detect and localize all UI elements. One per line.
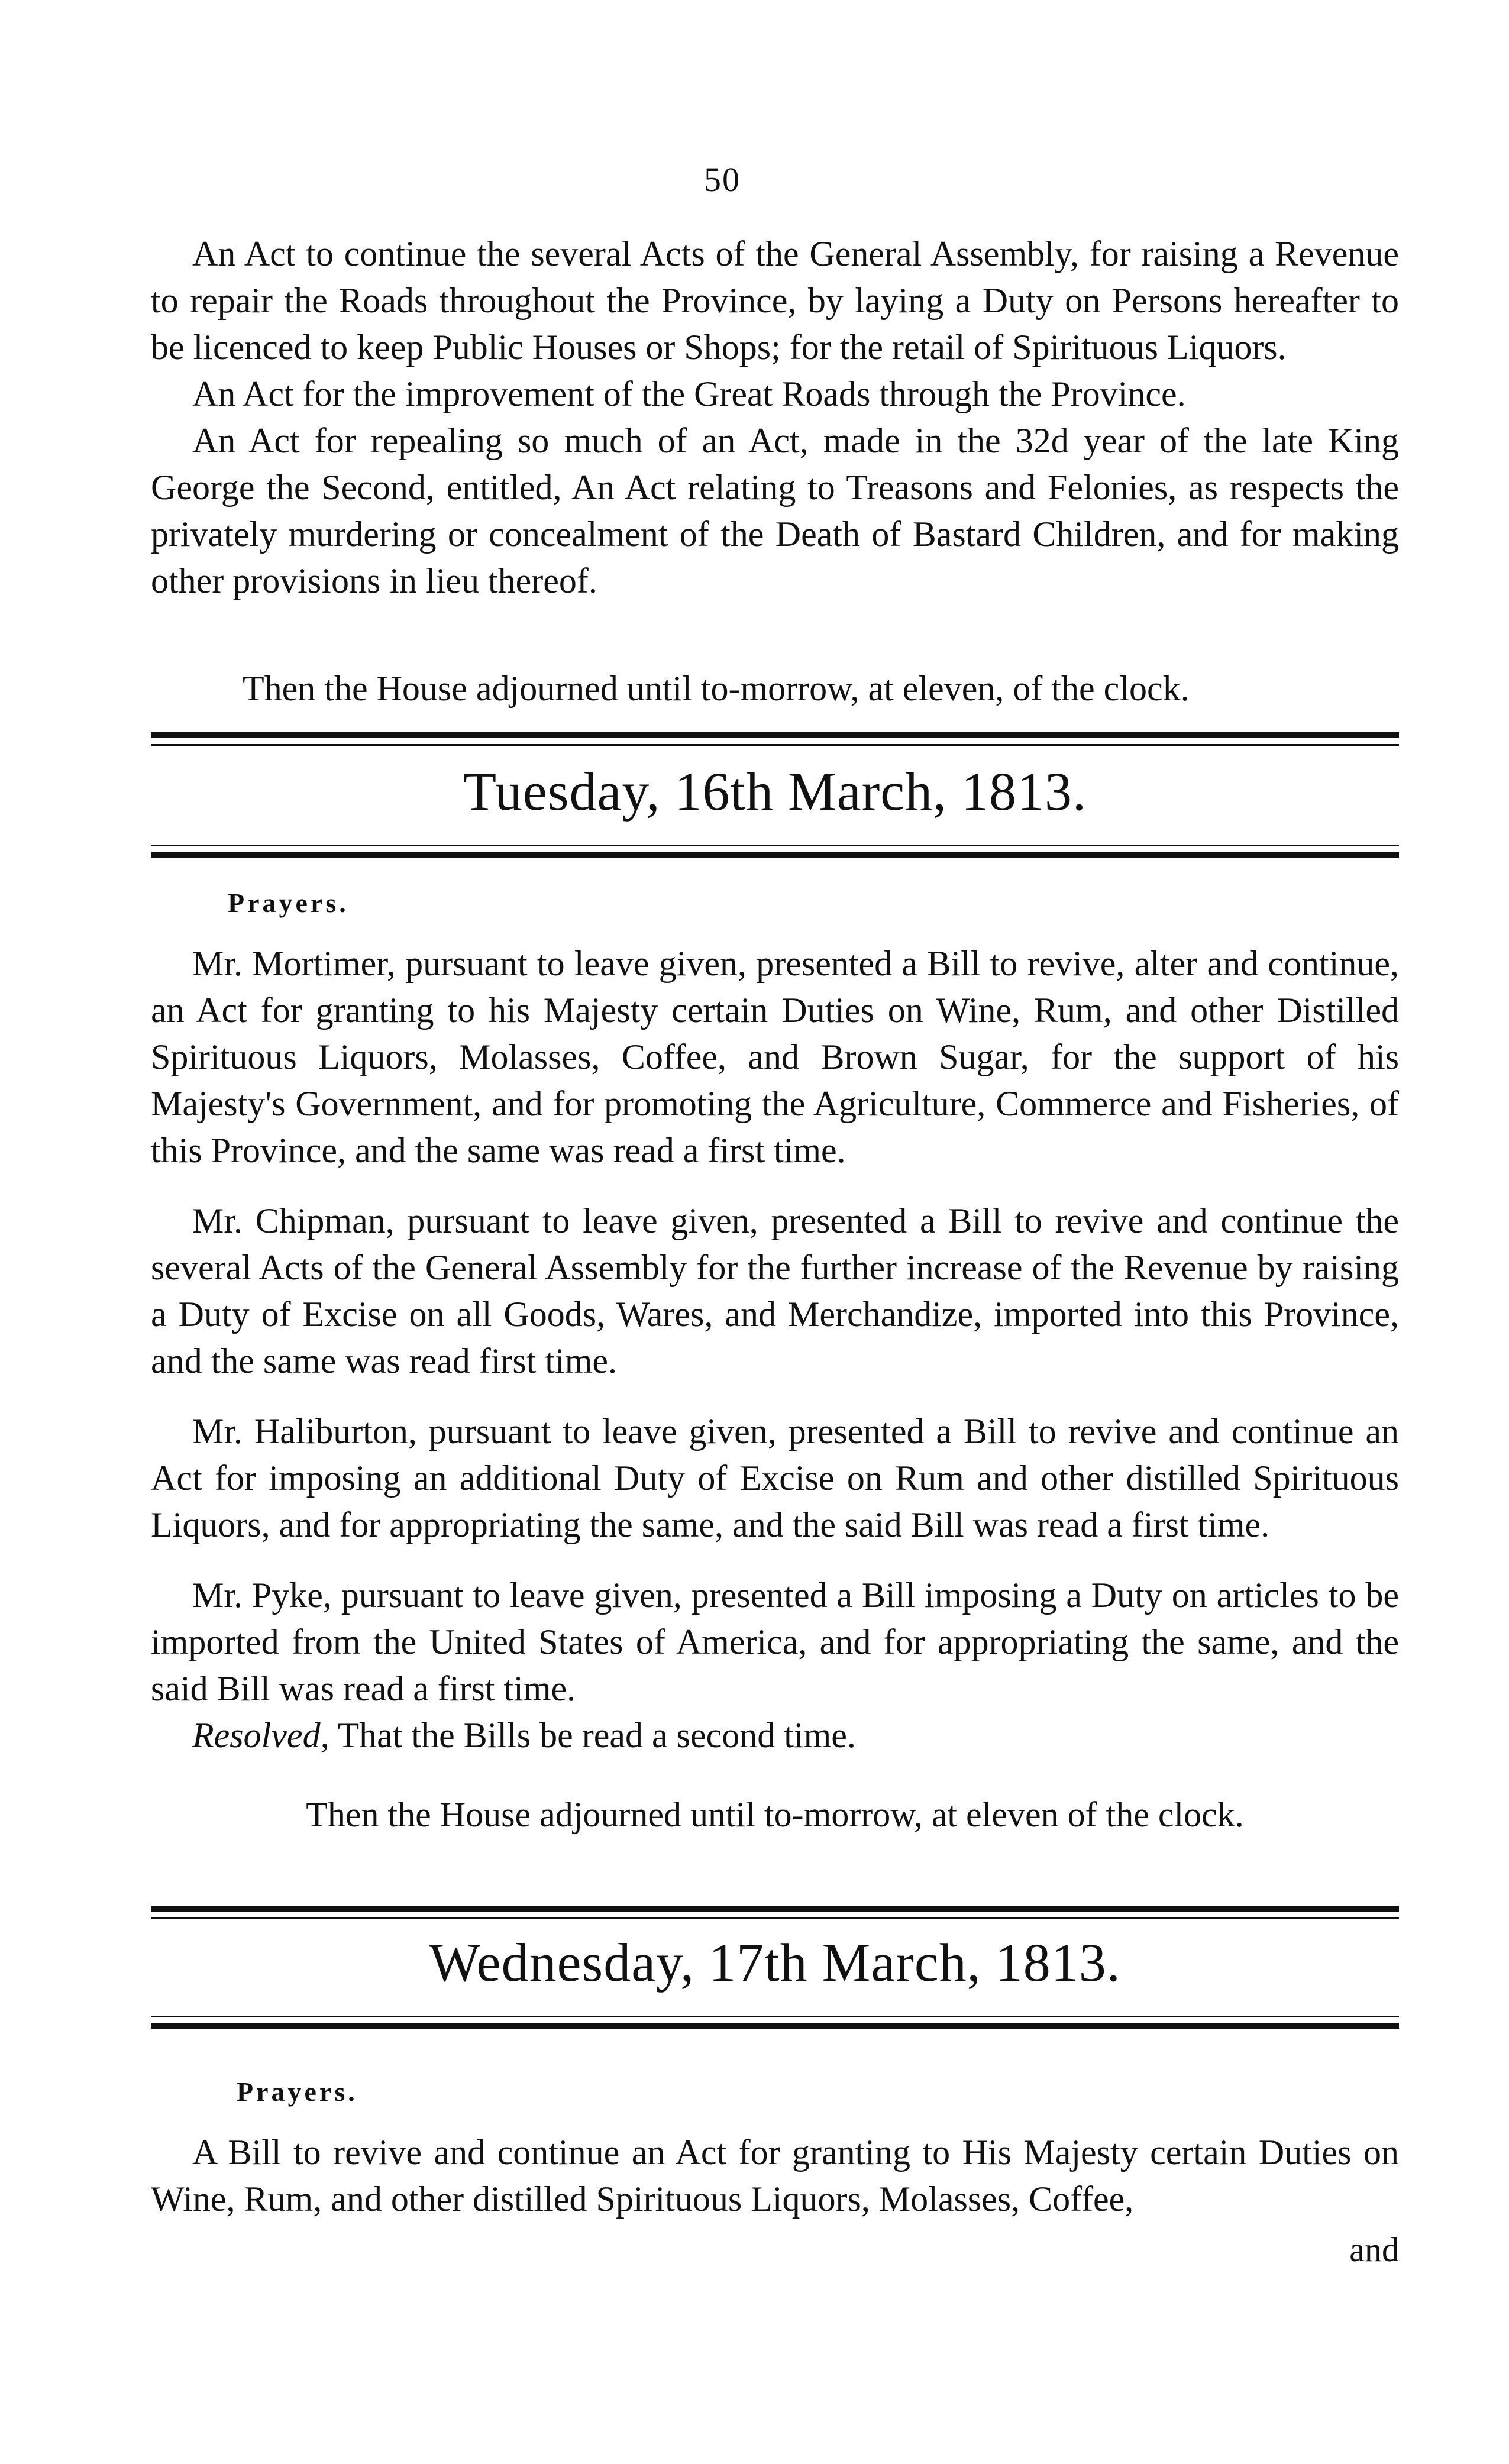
tuesday-proceedings — [151, 940, 1399, 1838]
section-rule — [151, 2023, 1399, 2029]
catchword: and — [1349, 2230, 1399, 2269]
bill-paragraph: Mr. Mortimer, pursuant to leave given, presented a Bill to revive, alter and continue, an Act for granting to his Majesty certain Duties on Wine, Rum, and other Distilled Spirituous Liquors, Molasses, Coffee, and Brown Sugar, for the support of his Majesty's Government, and for promoting the Agriculture, Commerce and Fisheries, of this Province, and the same was read a first time. — [151, 944, 1399, 1170]
section-rule — [151, 1917, 1399, 1919]
bill-paragraph: Mr. Chipman, pursuant to leave given, presented a Bill to revive and continue the several Acts of the General Assembly for the further increase of the Revenue by raising a Duty of Excise on all Goods, Wares, and Merchandize, imported into this Province, and the same was read first time. — [151, 1201, 1399, 1380]
adjournment-text: Then the House adjourned until to-morrow, at eleven of the clock. — [306, 1795, 1244, 1834]
section-rule — [151, 845, 1399, 846]
bill-paragraph: A Bill to revive and continue an Act for granting to His Majesty certain Duties on Wine, Rum, and other distilled Spirituous Liquors, Molasses, Coffee, — [151, 2133, 1399, 2219]
section-rule — [151, 852, 1399, 858]
section-rule — [151, 744, 1399, 746]
act-paragraph — [151, 231, 1399, 371]
wednesday-proceedings — [151, 2129, 1399, 2223]
prayers-label: Prayers. — [237, 2077, 358, 2107]
bill-paragraph: Mr. Pyke, pursuant to leave given, presented a Bill imposing a Duty on articles to be imported from the United States of America, and for appropriating the same, and the said Bill was read a first time. — [151, 1576, 1399, 1708]
act-paragraph — [151, 418, 1399, 604]
section-rule — [151, 2016, 1399, 2017]
adjournment-text: Then the House adjourned until to-morrow, at eleven, of the clock. — [243, 669, 1190, 708]
act-paragraph — [151, 371, 1399, 418]
date-heading-tuesday: Tuesday, 16th March, 1813. — [463, 761, 1087, 822]
act-text: An Act for the improvement of the Great Roads through the Province. — [192, 374, 1186, 413]
resolved-label: Resolved, — [192, 1716, 329, 1755]
bill-paragraph: Mr. Haliburton, pursuant to leave given, presented a Bill to revive and continue an Act for imposing an additional Duty of Excise on Rum and other distilled Spirituous Liquors, and for appropriating the same, and the said Bill was read a first time. — [151, 1412, 1399, 1544]
date-heading-wednesday: Wednesday, 17th March, 1813. — [429, 1932, 1121, 1993]
section-rule — [151, 732, 1399, 738]
act-text: An Act to continue the several Acts of the General Assembly, for raising a Revenue to repair the Roads throughout the Province, by laying a Duty on Persons hereafter to be licenced to keep Public Houses or Shops; for the retail of Spirituous Liquors. — [151, 234, 1399, 367]
section-rule — [151, 1906, 1399, 1912]
page-number: 50 — [704, 160, 741, 199]
adjournment-note — [151, 665, 1399, 712]
act-text: An Act for repealing so much of an Act, made in the 32d year of the late King George the Second, entitled, An Act relating to Treasons and Felonies, as respects the privately murdering or concealment of the Death of Bastard Children, and for making other provisions in lieu thereof. — [151, 421, 1399, 600]
resolution: Resolved, That the Bills be read a second time. — [192, 1716, 856, 1755]
acts-list — [151, 231, 1399, 604]
prayers-label: Prayers. — [228, 888, 349, 918]
